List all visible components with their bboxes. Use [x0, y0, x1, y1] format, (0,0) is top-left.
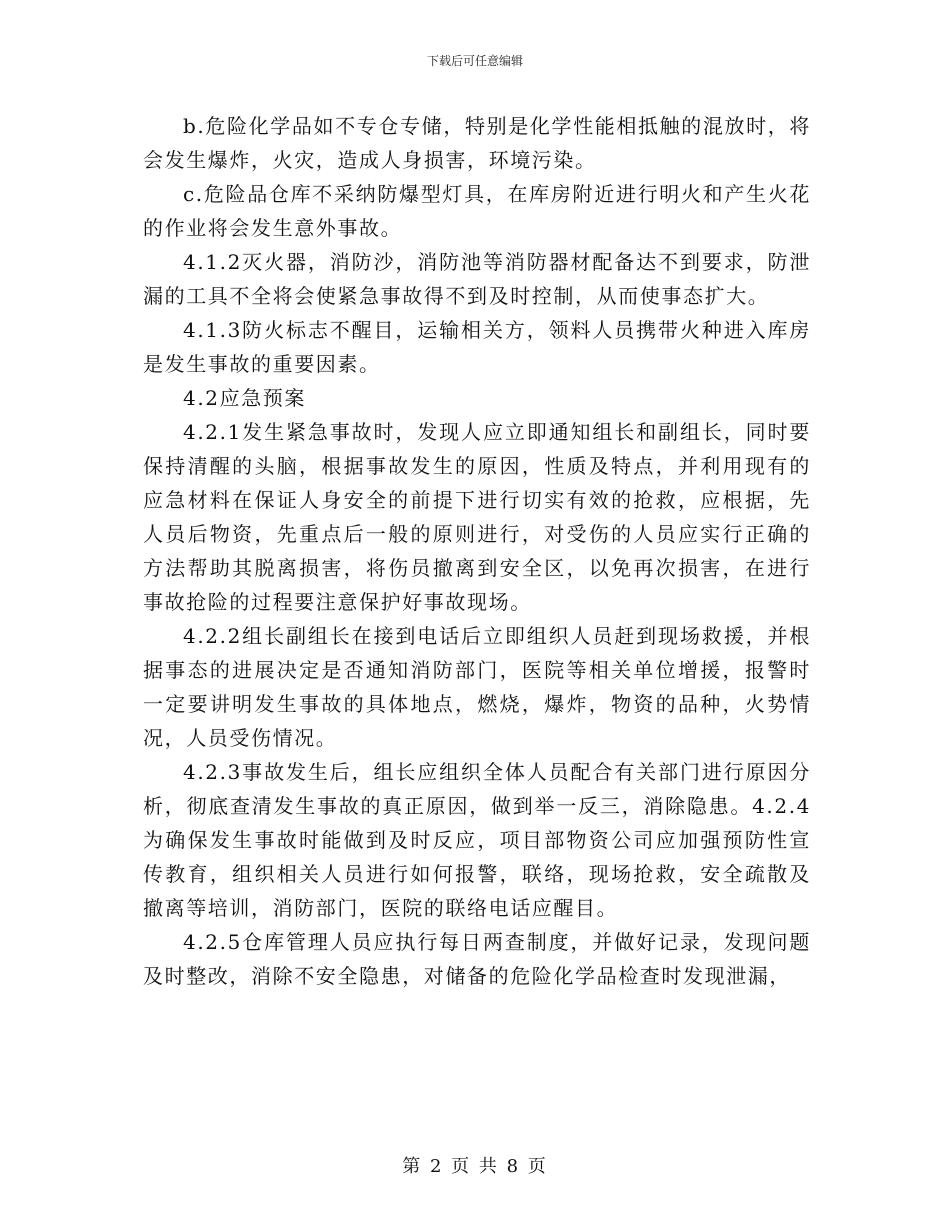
paragraph: 4.1.3防火标志不醒目，运输相关方，领料人员携带火种进入库房是发生事故的重要因素。: [143, 318, 811, 376]
page-number-footer: 第 2 页 共 8 页: [402, 1156, 548, 1177]
paragraph: 4.2.5仓库管理人员应执行每日两查制度，并做好记录，发现问题及时整改，消除不安全隐患，对储备的危险化学品检查时发现泄漏，: [143, 930, 811, 988]
page-header: 下载后可任意编辑: [426, 54, 523, 68]
paragraph: b.危险化学品如不专仓专储，特别是化学性能相抵触的混放时，将会发生爆炸，火灾，造成人身损害，环境污染。: [143, 114, 811, 172]
paragraph: 4.2.1发生紧急事故时，发现人应立即通知组长和副组长，同时要保持清醒的头脑，根据事故发生的原因，性质及特点，并利用现有的应急材料在保证人身安全的前提下进行切实有效的抢救，应根据，先人员后物资，先重点后一般的原则进行，对受伤的人员应实行正确的方法帮助其脱离损害，将伤员撤离到安全区，以免再次损害，在进行事故抢险的过程要注意保护好事故现场。: [143, 420, 811, 614]
paragraph: 4.2.3事故发生后，组长应组织全体人员配合有关部门进行原因分析，彻底查清发生事故的真正原因，做到举一反三，消除隐患。4.2.4为确保发生事故时能做到及时反应，项目部物资公司应加强预防性宣传教育，组织相关人员进行如何报警，联络，现场抢救，安全疏散及撤离等培训，消防部门，医院的联络电话应醒目。: [143, 760, 811, 920]
paragraph: 4.1.2灭火器，消防沙，消防池等消防器材配备达不到要求，防泄漏的工具不全将会使紧急事故得不到及时控制，从而使事态扩大。: [143, 250, 811, 308]
section-heading: 4.2应急预案: [183, 386, 307, 410]
paragraph: c.危险品仓库不采纳防爆型灯具，在库房附近进行明火和产生火花的作业将会发生意外事故。: [143, 182, 811, 240]
paragraph: 4.2.2组长副组长在接到电话后立即组织人员赶到现场救援，并根据事态的进展决定是否通知消防部门，医院等相关单位增援，报警时一定要讲明发生事故的具体地点，燃烧，爆炸，物资的品种，火势情况，人员受伤情况。: [143, 624, 811, 750]
document-body: [143, 109, 811, 993]
